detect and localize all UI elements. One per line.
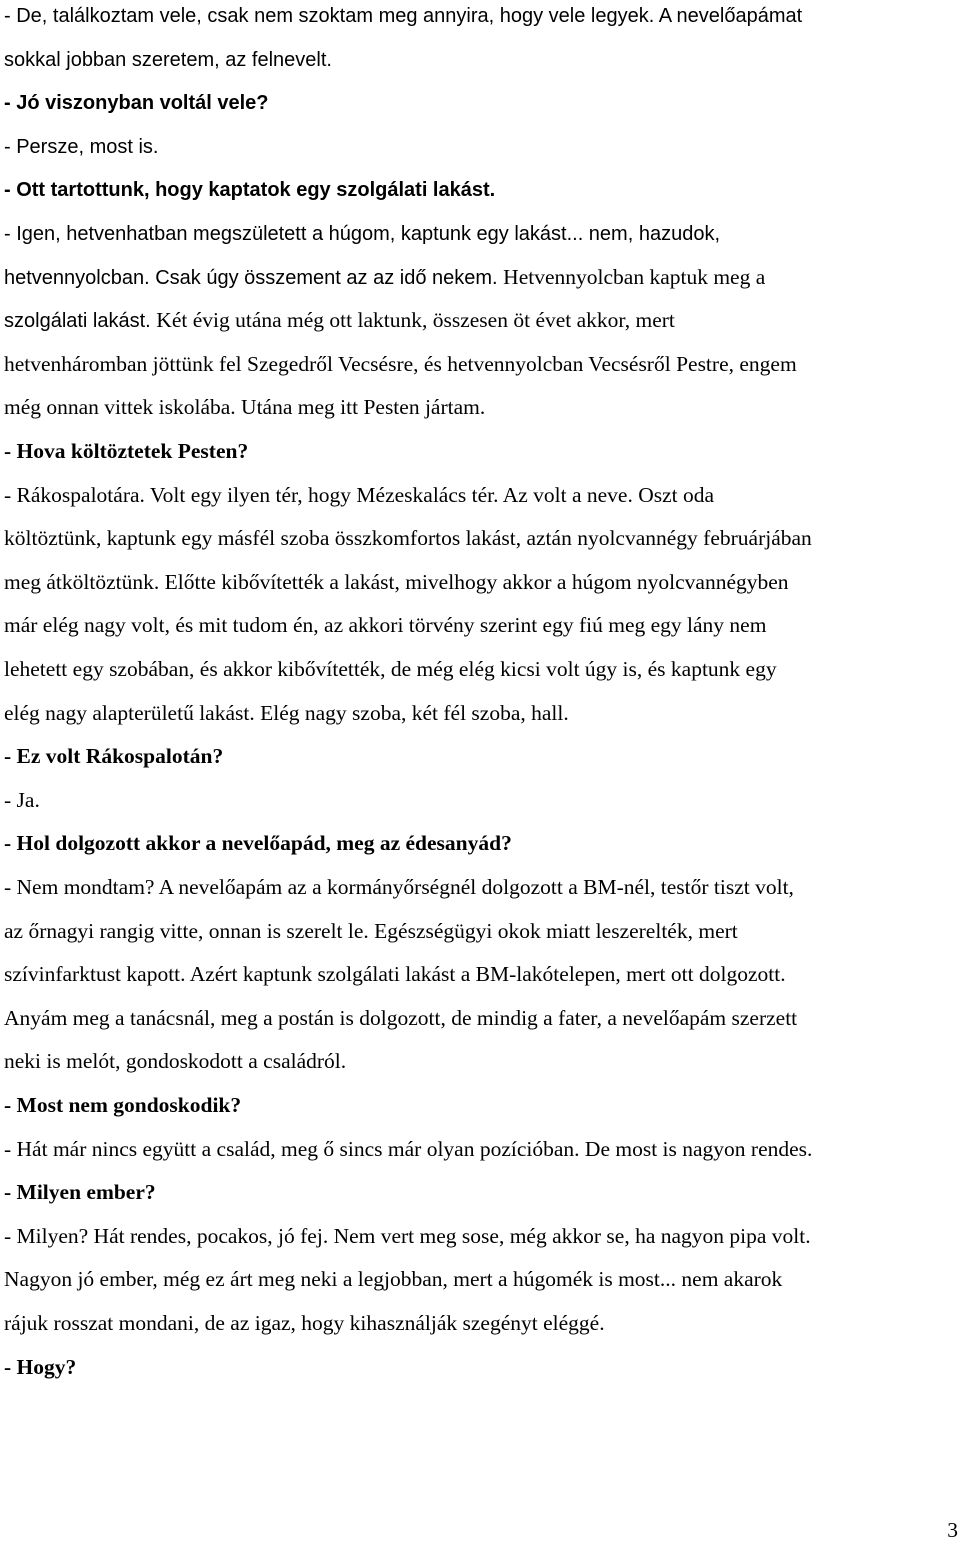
text-line (4, 1046, 346, 1076)
text-segment: - Nem mondtam? A nevelőapám az a kormányőrségnél dolgozott a BM-nél, testőr tiszt volt, (4, 875, 794, 899)
text-segment: költöztünk, kaptunk egy másfél szoba összkomfortos lakást, aztán nyolcvannégy februárjában (4, 526, 812, 551)
text-segment: - Ez volt Rákospalotán? (4, 744, 224, 769)
text-segment: sokkal jobban szeretem, az felnevelt. (4, 48, 332, 71)
text-segment: - Hogy? (4, 1354, 77, 1379)
text-line (4, 698, 569, 728)
text-segment: Nagyon jó ember, még ez árt meg neki a legjobban, mert a húgomék is most... nem akarok (4, 1267, 783, 1292)
text-segment: - Rákospalotára. Volt egy ilyen tér, hogy Mézeskalács tér. Az volt a neve. Oszt oda (4, 482, 715, 507)
text-line (4, 654, 777, 684)
text-line (4, 610, 766, 640)
text-segment: - Hova költöztetek Pesten? (4, 439, 249, 463)
text-line (4, 44, 332, 74)
text-line (4, 567, 789, 597)
text-segment: már elég nagy volt, és mit tudom én, az akkori törvény szerint egy fiú meg egy lány nem (4, 613, 767, 638)
text-line (4, 436, 248, 466)
text-segment: - Ott tartottunk, hogy kaptatok egy szolgálati lakást. (4, 179, 496, 202)
text-segment: Két évig utána még ott laktunk, összesen öt évet akkor, mert (156, 308, 675, 333)
text-segment: - Milyen? Hát rendes, pocakos, jó fej. Nem vert meg sose, még akkor se, ha nagyon pipa volt. (4, 1223, 811, 1248)
text-line (4, 349, 797, 379)
text-line (4, 916, 738, 946)
text-segment: hetvennyolcban. Csak úgy összement az az idő nekem. (4, 266, 504, 289)
text-line (4, 174, 495, 204)
text-segment: lehetett egy szobában, és akkor kibővítették, de még elég kicsi volt úgy is, és kaptunk egy (4, 657, 777, 681)
text-line (4, 1264, 782, 1294)
text-line (4, 1177, 156, 1207)
text-line (4, 305, 675, 335)
text-segment: Hetvennyolcban kaptuk meg a (503, 264, 766, 289)
text-segment: rájuk rosszat mondani, de az igaz, hogy kihasználják szegényt eléggé. (4, 1311, 605, 1335)
text-line (4, 1134, 812, 1164)
text-segment: elég nagy alapterületű lakást. Elég nagy szoba, két fél szoba, hall. (4, 700, 569, 725)
text-line (4, 218, 720, 248)
text-segment: - Hol dolgozott akkor a nevelőapád, meg az édesanyád? (4, 831, 512, 856)
text-line (4, 392, 485, 422)
text-line (4, 872, 794, 902)
text-segment: - Jó viszonyban voltál vele? (4, 92, 269, 115)
text-segment: meg átköltöztünk. Előtte kibővítették a lakást, mivelhogy akkor a húgom nyolcvannégyben (4, 569, 789, 594)
text-line (4, 1090, 241, 1120)
text-line (4, 131, 158, 161)
text-segment: még onnan vittek iskolába. Utána meg itt Pesten jártam. (4, 395, 486, 420)
text-line (4, 785, 40, 815)
text-segment: - Persze, most is. (4, 135, 159, 158)
text-segment: szívinfarktust kapott. Azért kaptunk szolgálati lakást a BM-lakótelepen, mert ott dolgozott. (4, 962, 786, 987)
text-line (4, 1352, 76, 1382)
text-segment: - Hát már nincs együtt a család, meg ő sincs már olyan pozícióban. De most is nagyon rendes. (4, 1136, 813, 1161)
text-segment: - Ja. (4, 787, 40, 812)
text-line (4, 741, 223, 771)
text-line (4, 1003, 797, 1033)
text-segment: az őrnagyi rangig vitte, onnan is szerelt le. Egészségügyi okok miatt leszerelték, mert (4, 918, 738, 943)
text-segment: neki is melót, gondoskodott a családról. (4, 1049, 347, 1074)
text-segment: hetvenháromban jöttünk fel Szegedről Vecsésre, és hetvennyolcban Vecsésről Pestre, engem (4, 351, 797, 376)
text-line (4, 87, 269, 117)
text-segment: - Milyen ember? (4, 1180, 156, 1205)
text-line (4, 262, 765, 292)
text-line (4, 828, 512, 858)
text-segment: szolgálati lakást. (4, 310, 157, 333)
page-number: 3 (947, 1518, 958, 1542)
text-line (4, 0, 802, 30)
text-line (4, 959, 786, 989)
text-line (4, 480, 714, 510)
text-segment: - De, találkoztam vele, csak nem szoktam meg annyira, hogy vele legyek. A nevelőapámat (4, 5, 803, 27)
text-segment: Anyám meg a tanácsnál, meg a postán is dolgozott, de mindig a fater, a nevelőapám szerzett (4, 1005, 798, 1030)
text-line (4, 1221, 811, 1251)
text-segment: - Most nem gondoskodik? (4, 1093, 242, 1117)
text-line (4, 523, 812, 553)
text-line (4, 1308, 605, 1338)
text-segment: - Igen, hetvenhatban megszületett a húgom, kaptunk egy lakást... nem, hazudok, (4, 223, 720, 245)
